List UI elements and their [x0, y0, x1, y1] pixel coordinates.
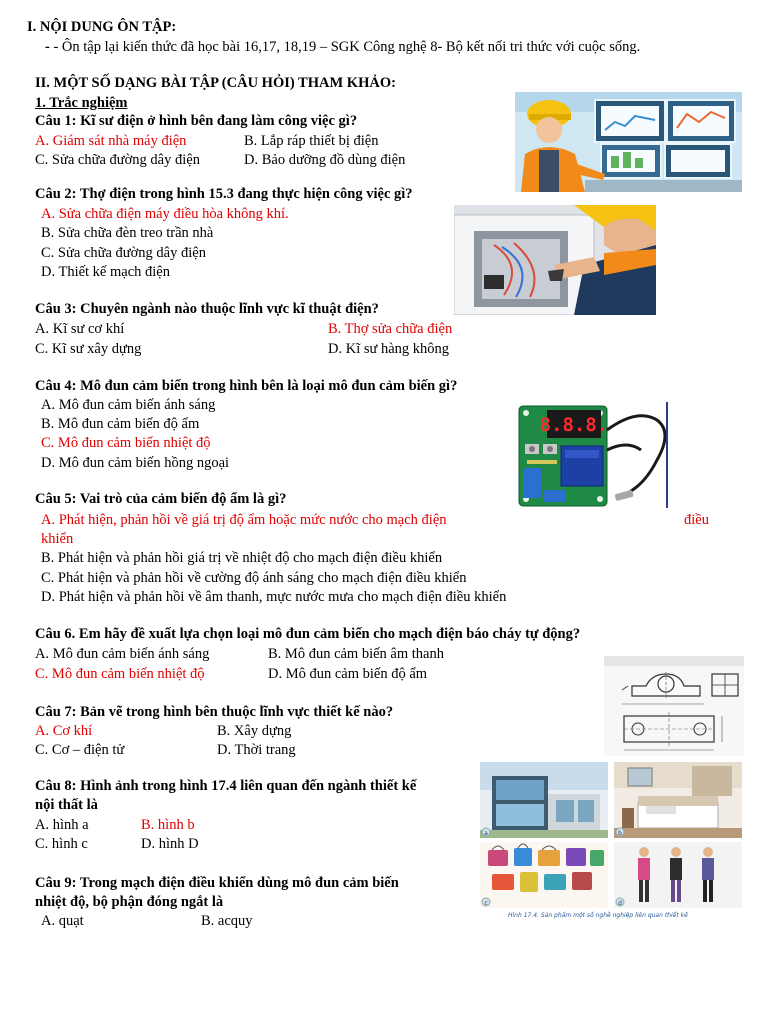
q1-option-c: C. Sửa chữa đường dây điện [35, 152, 200, 168]
q8-label-c: c [484, 900, 488, 907]
q8-question-line2: nội thất là [35, 797, 98, 813]
q5-option-a-end: khiển [41, 531, 74, 547]
q4-sensor-display: 8.8.8. [539, 414, 609, 436]
q8-question-line1: Câu 8: Hình ảnh trong hình 17.4 liên quan đến ngành thiết kế [35, 778, 417, 794]
q8-figure-c [480, 842, 608, 908]
q4-option-c: C. Mô đun cảm biến nhiệt độ [41, 435, 211, 451]
section-2-title: II. MỘT SỐ DẠNG BÀI TẬP (CÂU HỎI) THAM KHẢO: [35, 75, 396, 91]
q2-question: Câu 2: Thợ điện trong hình 15.3 đang thực hiện công việc gì? [35, 186, 413, 202]
q1-engineer-image [515, 92, 742, 192]
q7-option-d: D. Thời trang [217, 742, 296, 758]
q3-option-c: C. Kĩ sư xây dựng [35, 341, 142, 357]
q7-option-b: B. Xây dựng [217, 723, 292, 739]
q2-option-a: A. Sửa chữa điện máy điều hòa không khí. [41, 206, 289, 222]
q1-question: Câu 1: Kĩ sư điện ở hình bên đang làm công việc gì? [35, 113, 358, 129]
q6-option-d: D. Mô đun cảm biến độ ẩm [268, 666, 428, 682]
q5-option-c: C. Phát hiện và phản hồi về cường độ ánh sáng cho mạch điện điều khiển [41, 570, 467, 586]
q8-label-a: a [484, 830, 488, 837]
q8-figure-caption: Hình 17.4. Sản phẩm một số nghề nghiệp liên quan thiết kế [508, 912, 688, 919]
section-1-line: - - Ôn tập lại kiến thức đã học bài 16,17, 18,19 – SGK Công nghệ 8- Bộ kết nối tri thức với cuộc sống. [45, 39, 641, 55]
q5-option-b: B. Phát hiện và phản hồi giá trị về nhiệt độ cho mạch điện điều khiển [41, 550, 443, 566]
q2-repair-image [454, 205, 656, 315]
q4-option-b: B. Mô đun cảm biến độ ẩm [41, 416, 200, 432]
q3-option-b: B. Thợ sửa chữa điện [328, 321, 453, 337]
q9-option-b: B. acquy [201, 913, 253, 929]
q7-option-c: C. Cơ – điện tử [35, 742, 125, 758]
q7-option-a: A. Cơ khí [35, 723, 93, 739]
q8-figure-b [614, 762, 742, 838]
q8-figure-d [614, 842, 742, 908]
q1-option-a: A. Giám sát nhà máy điện [35, 133, 187, 149]
q8-option-d: D. hình D [141, 836, 199, 852]
q4-option-d: D. Mô đun cảm biến hồng ngoại [41, 455, 230, 471]
q8-figure-a [480, 762, 608, 838]
q1-option-b: B. Lắp ráp thiết bị điện [244, 133, 379, 149]
q6-option-b: B. Mô đun cảm biến âm thanh [268, 646, 444, 662]
q9-option-a: A. quạt [41, 913, 84, 929]
section-1-title: I. NỘI DUNG ÔN TẬP: [27, 19, 177, 35]
q8-option-a: A. hình a [35, 817, 89, 833]
q4-sensor-image [517, 400, 672, 510]
q2-option-c: C. Sửa chữa đường dây điện [41, 245, 206, 261]
q6-question: Câu 6. Em hãy đề xuất lựa chọn loại mô đun cảm biến cho mạch điện báo cháy tự động? [35, 626, 581, 642]
q6-option-a: A. Mô đun cảm biến ánh sáng [35, 646, 210, 662]
section-2-subtitle: 1. Trắc nghiệm [35, 95, 128, 111]
q8-label-d: d [618, 900, 622, 907]
q8-option-b: B. hình b [141, 817, 195, 833]
q3-option-d: D. Kĩ sư hàng không [328, 341, 450, 357]
q6-option-c: C. Mô đun cảm biến nhiệt độ [35, 666, 205, 682]
q7-technical-drawing [604, 656, 744, 756]
q3-option-a: A. Kĩ sư cơ khí [35, 321, 125, 337]
q1-option-d: D. Bảo dưỡng đồ dùng điện [244, 152, 406, 168]
q5-question: Câu 5: Vai trò của cảm biến độ ẩm là gì? [35, 491, 287, 507]
q3-question: Câu 3: Chuyên ngành nào thuộc lĩnh vực kĩ thuật điện? [35, 301, 379, 317]
q8-figure-17-4 [478, 758, 745, 920]
q8-label-b: b [618, 830, 622, 837]
q5-option-d: D. Phát hiện và phản hồi về âm thanh, mực nước mưa cho mạch điện điều khiển [41, 589, 507, 605]
q2-option-b: B. Sửa chữa đèn treo trần nhà [41, 225, 214, 241]
q9-question-line2: nhiệt độ, bộ phận đóng ngắt là [35, 894, 224, 910]
q9-question-line1: Câu 9: Trong mạch điện điều khiển dùng mô đun cảm biến [35, 875, 399, 891]
q4-question: Câu 4: Mô đun cảm biến trong hình bên là loại mô đun cảm biến gì? [35, 378, 458, 394]
section-1-text: - Ôn tập lại kiến thức đã học bài 16,17, 18,19 – SGK Công nghệ 8- Bộ kết nối tri thức với cuộc sống. [53, 39, 641, 55]
q7-question: Câu 7: Bản vẽ trong hình bên thuộc lĩnh vực thiết kế nào? [35, 704, 394, 720]
q5-option-a: A. Phát hiện, phản hồi về giá trị độ ẩm hoặc mức nước cho mạch điện [41, 512, 447, 528]
q2-option-d: D. Thiết kế mạch điện [41, 264, 170, 280]
q8-option-c: C. hình c [35, 836, 88, 852]
q5-option-a-cont: điều [684, 512, 709, 528]
q4-option-a: A. Mô đun cảm biến ánh sáng [41, 397, 216, 413]
